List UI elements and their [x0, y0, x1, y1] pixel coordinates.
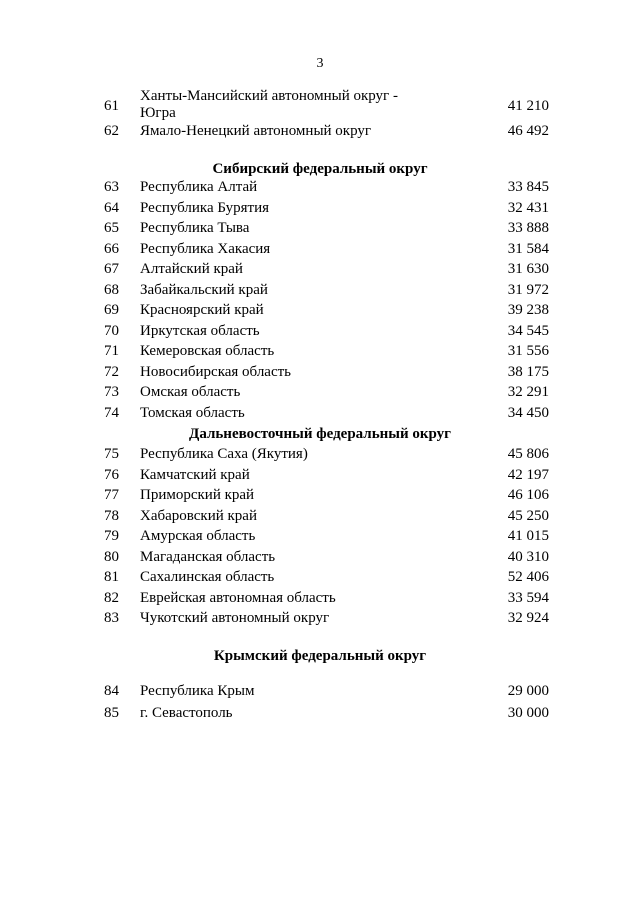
row-number: 66 [104, 241, 119, 257]
table-row [0, 88, 640, 128]
row-number: 85 [104, 705, 119, 721]
row-number: 82 [104, 590, 119, 606]
region-value: 31 556 [507, 343, 549, 359]
region-value: 46 492 [507, 123, 549, 139]
region-value: 32 431 [507, 200, 549, 216]
row-number: 80 [104, 549, 119, 565]
region-name: Забайкальский край [140, 282, 268, 298]
region-name: Приморский край [140, 487, 255, 503]
region-name: Республика Хакасия [140, 241, 271, 257]
section-heading: Крымский федеральный округ [213, 648, 427, 664]
region-value: 41 210 [507, 98, 549, 114]
region-name: Алтайский край [140, 261, 243, 277]
region-value: 31 584 [507, 241, 549, 257]
row-number: 63 [104, 179, 119, 195]
region-value: 39 238 [507, 302, 549, 318]
row-number: 62 [104, 123, 119, 139]
table-row [0, 282, 640, 302]
row-number: 67 [104, 261, 119, 277]
region-value: 32 291 [507, 384, 549, 400]
region-value: 33 888 [507, 220, 549, 236]
row-number: 65 [104, 220, 119, 236]
region-value: 42 197 [507, 467, 549, 483]
table-row [0, 323, 640, 343]
region-name: Иркутская область [140, 323, 260, 339]
region-value: 45 250 [507, 508, 549, 524]
table-row [0, 508, 640, 528]
region-value: 29 000 [507, 683, 549, 699]
region-name: Чукотский автономный округ [140, 610, 330, 626]
region-value: 46 106 [507, 487, 549, 503]
table-row [0, 364, 640, 384]
table-row [0, 467, 640, 487]
table-row [0, 610, 640, 630]
table-row [0, 528, 640, 548]
region-name: Камчатский край [140, 467, 250, 483]
region-value: 40 310 [507, 549, 549, 565]
page-number: 3 [316, 56, 324, 71]
row-number: 77 [104, 487, 119, 503]
region-name: Республика Крым [140, 683, 255, 699]
region-name: Амурская область [140, 528, 256, 544]
region-name: Республика Бурятия [140, 200, 270, 216]
region-name: Ямало-Ненецкий автономный округ [140, 123, 372, 139]
row-number: 81 [104, 569, 119, 585]
table-row [0, 179, 640, 199]
row-number: 76 [104, 467, 119, 483]
region-value: 34 450 [507, 405, 549, 421]
region-value: 34 545 [507, 323, 549, 339]
region-value: 32 924 [507, 610, 549, 626]
region-value: 41 015 [507, 528, 549, 544]
table-row [0, 446, 640, 466]
region-name: Магаданская область [140, 549, 276, 565]
row-number: 64 [104, 200, 119, 216]
region-name: Республика Алтай [140, 179, 258, 195]
region-name: Новосибирская область [140, 364, 292, 380]
row-number: 83 [104, 610, 119, 626]
region-name: Сахалинская область [140, 569, 275, 585]
table-row [0, 569, 640, 589]
row-number: 84 [104, 683, 119, 699]
region-value: 30 000 [507, 705, 549, 721]
section-heading: Сибирский федеральный округ [212, 161, 428, 177]
table-row [0, 241, 640, 261]
row-number: 75 [104, 446, 119, 462]
row-number: 74 [104, 405, 119, 421]
table-row [0, 123, 640, 143]
region-value: 38 175 [507, 364, 549, 380]
row-number: 73 [104, 384, 119, 400]
table-row [0, 302, 640, 322]
region-name-line: Югра [140, 105, 176, 121]
region-name: г. Севастополь [140, 705, 233, 721]
region-name: Омская область [140, 384, 241, 400]
table-row [0, 590, 640, 610]
section-heading: Дальневосточный федеральный округ [189, 426, 451, 442]
table-row [0, 705, 640, 725]
row-number: 72 [104, 364, 119, 380]
table-row [0, 683, 640, 703]
region-value: 45 806 [507, 446, 549, 462]
table-row [0, 220, 640, 240]
row-number: 70 [104, 323, 119, 339]
table-row [0, 343, 640, 363]
table-row [0, 261, 640, 281]
row-number: 68 [104, 282, 119, 298]
region-value: 33 845 [507, 179, 549, 195]
table-row [0, 200, 640, 220]
region-name: Хабаровский край [140, 508, 257, 524]
row-number: 78 [104, 508, 119, 524]
region-value: 33 594 [507, 590, 549, 606]
row-number: 69 [104, 302, 119, 318]
table-row [0, 384, 640, 404]
region-value: 31 972 [507, 282, 549, 298]
row-number: 61 [104, 98, 119, 114]
region-value: 52 406 [507, 569, 549, 585]
region-name: Томская область [140, 405, 245, 421]
region-name: Республика Саха (Якутия) [140, 446, 308, 462]
region-name: Кемеровская область [140, 343, 275, 359]
table-row [0, 549, 640, 569]
region-name-line: Ханты-Мансийский автономный округ - [140, 88, 398, 104]
row-number: 71 [104, 343, 119, 359]
region-name: Красноярский край [140, 302, 264, 318]
region-name: Республика Тыва [140, 220, 250, 236]
region-name [140, 88, 480, 122]
region-name: Еврейская автономная область [140, 590, 336, 606]
row-number: 79 [104, 528, 119, 544]
region-value: 31 630 [507, 261, 549, 277]
table-row [0, 405, 640, 425]
table-row [0, 487, 640, 507]
